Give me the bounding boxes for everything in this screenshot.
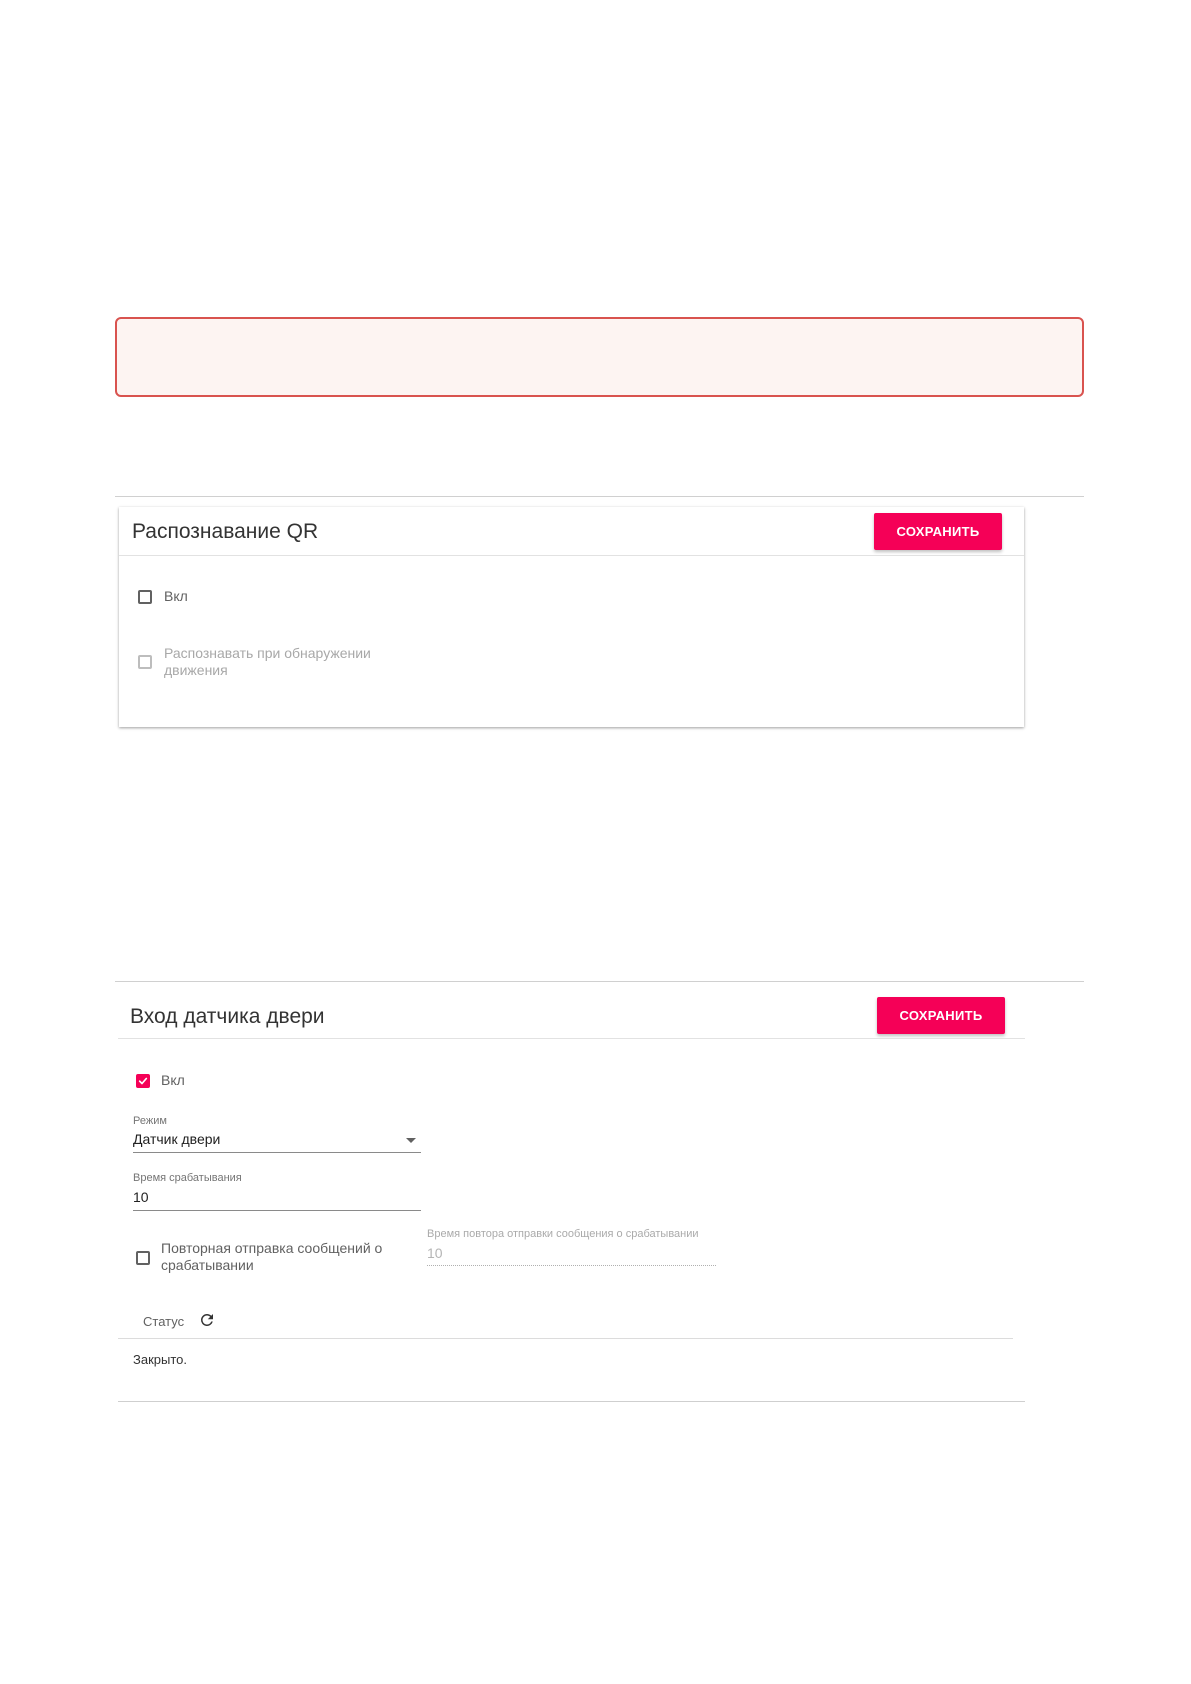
repeat-send-label: Повторная отправка сообщений о срабатывании [161, 1240, 383, 1273]
caret-down-icon[interactable] [406, 1138, 416, 1143]
trigger-time-underline [133, 1210, 421, 1211]
door-card-title: Вход датчика двери [130, 1005, 325, 1028]
qr-card-header-divider [119, 555, 1024, 556]
qr-enable-checkbox[interactable] [138, 590, 152, 604]
door-enable-label: Вкл [161, 1072, 185, 1088]
section-divider-top [115, 496, 1084, 497]
status-divider [118, 1338, 1013, 1339]
qr-enable-label: Вкл [164, 588, 188, 604]
mode-label: Режим [133, 1115, 167, 1127]
door-save-button[interactable]: СОХРАНИТЬ [877, 997, 1005, 1034]
qr-motion-label: Распознавать при обнаружении движения [164, 645, 371, 678]
door-sensor-card [118, 985, 1025, 1402]
repeat-time-underline [427, 1265, 716, 1266]
check-icon [138, 1075, 148, 1087]
qr-save-button[interactable]: СОХРАНИТЬ [874, 513, 1002, 550]
qr-motion-checkbox[interactable] [138, 655, 152, 669]
qr-card-title: Распознавание QR [132, 520, 319, 543]
qr-recognition-card [119, 507, 1024, 727]
trigger-time-input[interactable]: 10 [133, 1189, 149, 1205]
refresh-icon[interactable] [198, 1311, 216, 1329]
mode-select-value[interactable]: Датчик двери [133, 1131, 221, 1147]
door-enable-checkbox[interactable] [136, 1074, 150, 1088]
section-divider-middle [115, 981, 1084, 982]
status-value: Закрыто. [133, 1352, 187, 1367]
mode-select-underline [133, 1152, 421, 1153]
repeat-send-checkbox[interactable] [136, 1251, 150, 1265]
status-label: Статус [143, 1314, 185, 1329]
door-card-header-divider [118, 1038, 1025, 1039]
door-card-bottom-line [118, 1401, 1025, 1402]
repeat-time-input[interactable]: 10 [427, 1245, 443, 1261]
alert-box [115, 317, 1084, 397]
repeat-time-label: Время повтора отправки сообщения о срабатывании [427, 1228, 699, 1240]
trigger-time-label: Время срабатывания [133, 1172, 242, 1184]
